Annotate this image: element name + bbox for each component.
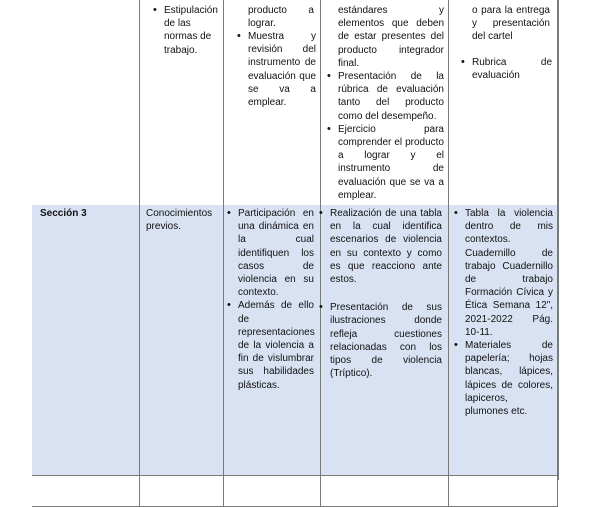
list-item: • Materiales de papelería; hojas blancas, lápices, lápices de colores, lapiceros, plumones etc. — [451, 339, 553, 418]
section-title: Sección 3 — [40, 208, 87, 219]
content-text: Conocimientos previos. — [146, 208, 213, 233]
table-row-continued — [32, 0, 558, 206]
text-line: producto a lograr. — [248, 5, 314, 30]
cell-resources — [449, 476, 558, 506]
list-item: • Además de ello de representaciones de la violencia a fin de vislumbrar sus habilidades plásticas. — [224, 299, 314, 391]
cell-activities — [224, 476, 321, 506]
list-item: • Estipulación de las normas de trabajo. — [150, 4, 222, 57]
cell-resources — [449, 0, 558, 205]
list-item: • Presentación de la rúbrica de evaluación tanto del producto como del desempeño. — [324, 70, 444, 123]
list-item: • Rubrica de evaluación — [458, 56, 552, 82]
cell-section — [32, 0, 140, 205]
cell-section — [32, 205, 140, 475]
cell-evidence — [321, 205, 449, 475]
cell-evidence — [321, 476, 449, 506]
table-right-border — [558, 0, 559, 480]
list-item: • Presentación de sus ilustraciones donde refleja cuestiones relacionadas con los tipos de violencia (Tríptico). — [316, 301, 442, 380]
list-item: • Ejercicio para comprender el producto a lograr y el instrumento de evaluación que se va a emplear. — [324, 123, 444, 202]
list-item: • Participación en una dinámica en la cual identifiquen los casos de violencia en su contexto. — [224, 207, 314, 299]
cell-activities — [224, 205, 321, 475]
list-item: • Muestra y revisión del instrumento de evaluación que se va a emplear. — [234, 30, 316, 109]
cell-content — [140, 476, 224, 506]
cell-evidence — [321, 0, 449, 205]
text-line: o para la entrega y presentación del cartel — [472, 5, 550, 43]
text-line: estándares y elementos que deben de estar presentes del producto integrador final. — [338, 5, 444, 69]
cell-activities — [224, 0, 321, 205]
list-item: • Realización de una tabla en la cual identifica escenarios de violencia en su contexto y como es que reacciono ante estos. — [316, 207, 442, 286]
cell-content — [140, 205, 224, 475]
table-row-seccion-3 — [32, 205, 558, 476]
cell-content — [140, 0, 224, 205]
cell-section — [32, 476, 140, 506]
cell-resources — [449, 205, 558, 475]
list-item: • Tabla la violencia dentro de mis contextos. Cuadernillo de trabajo Cuadernillo de trabajo Formación Cívica y Ética Semana 12", 2021-2022 Pág. 10-11. — [451, 207, 553, 339]
